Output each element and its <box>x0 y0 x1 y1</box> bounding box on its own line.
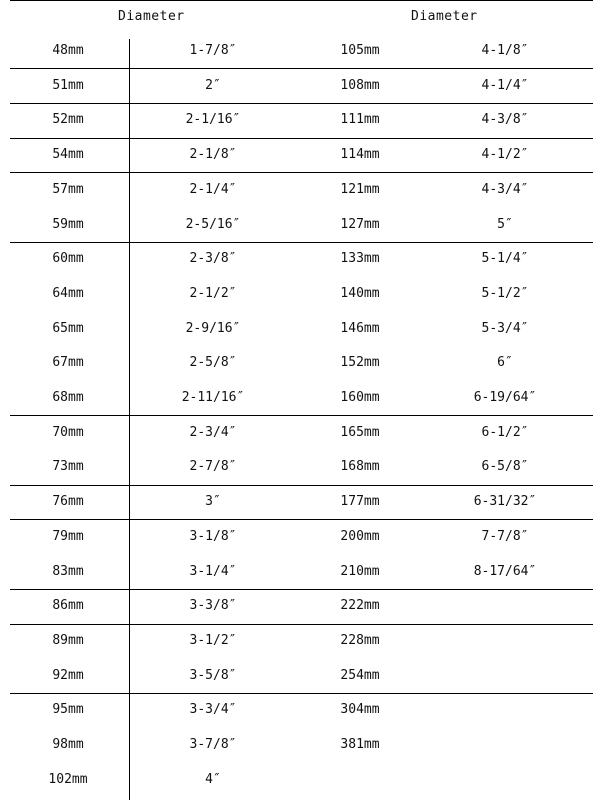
cell-mm-left: 51mm <box>52 77 84 93</box>
cell-inch-right: 8-17/64″ <box>473 563 537 579</box>
cell-mm-right: 121mm <box>340 181 380 197</box>
cell-mm-left: 48mm <box>52 43 84 58</box>
cell-mm-left: 68mm <box>52 390 84 405</box>
cell-inch-left: 2-1/8″ <box>189 147 237 163</box>
cell-inch-left: 2-1/2″ <box>189 285 237 301</box>
cell-mm-right: 114mm <box>340 147 380 163</box>
cell-mm-left: 59mm <box>52 216 84 232</box>
cell-inch-left: 3″ <box>205 494 221 510</box>
row-separator <box>10 172 593 173</box>
cell-inch-left: 4″ <box>205 771 221 787</box>
cell-mm-left: 52mm <box>52 112 84 128</box>
cell-inch-left: 2-3/8″ <box>189 251 237 267</box>
cell-inch-left: 2″ <box>205 77 221 93</box>
row-separator <box>10 693 593 694</box>
cell-mm-right: 127mm <box>340 216 380 232</box>
header-diameter-right: Diameter <box>411 9 478 24</box>
cell-inch-right: 5-3/4″ <box>481 320 529 336</box>
cell-inch-right: 4-1/4″ <box>481 77 529 93</box>
table-top-border <box>10 0 593 1</box>
row-separator <box>10 103 593 104</box>
cell-inch-left: 3-1/8″ <box>189 528 237 544</box>
row-separator <box>10 589 593 590</box>
cell-inch-right: 6-19/64″ <box>473 390 537 405</box>
cell-inch-left: 3-3/8″ <box>189 598 237 614</box>
cell-mm-left: 60mm <box>52 251 84 267</box>
cell-mm-left: 86mm <box>52 598 84 614</box>
cell-mm-right: 304mm <box>340 702 380 718</box>
row-separator <box>10 138 593 139</box>
cell-inch-left: 3-1/4″ <box>189 563 237 579</box>
cell-inch-right: 5″ <box>497 216 513 232</box>
cell-mm-right: 165mm <box>340 424 380 440</box>
row-separator <box>10 242 593 243</box>
cell-mm-left: 67mm <box>52 355 84 371</box>
cell-mm-left: 83mm <box>52 563 84 579</box>
cell-mm-right: 168mm <box>340 459 380 475</box>
cell-mm-left: 102mm <box>48 771 88 787</box>
cell-mm-right: 160mm <box>340 390 380 405</box>
cell-inch-right: 4-3/4″ <box>481 181 529 197</box>
cell-mm-left: 54mm <box>52 147 84 163</box>
cell-mm-left: 65mm <box>52 320 84 336</box>
cell-mm-left: 79mm <box>52 528 84 544</box>
cell-inch-left: 2-11/16″ <box>181 390 245 405</box>
column-divider <box>129 39 130 800</box>
cell-mm-left: 70mm <box>52 424 84 440</box>
cell-inch-right: 6-1/2″ <box>481 424 529 440</box>
cell-mm-left: 92mm <box>52 667 84 683</box>
cell-mm-right: 254mm <box>340 667 380 683</box>
cell-mm-right: 146mm <box>340 320 380 336</box>
cell-mm-right: 381mm <box>340 737 380 752</box>
cell-inch-left: 3-5/8″ <box>189 667 237 683</box>
cell-inch-left: 2-5/16″ <box>185 216 241 232</box>
cell-mm-left: 76mm <box>52 494 84 510</box>
cell-mm-right: 152mm <box>340 355 380 371</box>
cell-inch-left: 2-5/8″ <box>189 355 237 371</box>
cell-mm-right: 210mm <box>340 563 380 579</box>
cell-mm-left: 95mm <box>52 702 84 718</box>
cell-inch-left: 3-3/4″ <box>189 702 237 718</box>
cell-inch-left: 2-7/8″ <box>189 459 237 475</box>
row-separator <box>10 485 593 486</box>
cell-inch-right: 6-31/32″ <box>473 494 537 510</box>
cell-inch-right: 4-1/2″ <box>481 147 529 163</box>
cell-mm-right: 222mm <box>340 598 380 614</box>
cell-mm-right: 200mm <box>340 528 380 544</box>
cell-mm-left: 89mm <box>52 632 84 648</box>
cell-inch-right: 4-3/8″ <box>481 112 529 128</box>
cell-inch-left: 2-1/4″ <box>189 181 237 197</box>
cell-mm-right: 177mm <box>340 494 380 510</box>
cell-inch-left: 3-7/8″ <box>189 737 237 752</box>
cell-inch-right: 6″ <box>497 355 513 371</box>
cell-inch-right: 7-7/8″ <box>481 528 529 544</box>
row-separator <box>10 415 593 416</box>
cell-mm-right: 105mm <box>340 43 380 58</box>
cell-inch-left: 2-1/16″ <box>185 112 241 128</box>
row-separator <box>10 68 593 69</box>
row-separator <box>10 624 593 625</box>
cell-mm-left: 64mm <box>52 285 84 301</box>
header-diameter-left: Diameter <box>118 9 185 24</box>
cell-mm-right: 133mm <box>340 251 380 267</box>
cell-mm-right: 111mm <box>340 112 380 128</box>
cell-inch-right: 4-1/8″ <box>481 43 529 58</box>
cell-inch-left: 3-1/2″ <box>189 632 237 648</box>
cell-inch-right: 5-1/2″ <box>481 285 529 301</box>
row-separator <box>10 519 593 520</box>
cell-mm-left: 57mm <box>52 181 84 197</box>
cell-mm-right: 140mm <box>340 285 380 301</box>
cell-inch-left: 2-3/4″ <box>189 424 237 440</box>
cell-mm-left: 73mm <box>52 459 84 475</box>
cell-inch-right: 6-5/8″ <box>481 459 529 475</box>
cell-inch-left: 1-7/8″ <box>189 43 237 58</box>
cell-inch-right: 5-1/4″ <box>481 251 529 267</box>
cell-inch-left: 2-9/16″ <box>185 320 241 336</box>
cell-mm-right: 228mm <box>340 632 380 648</box>
cell-mm-right: 108mm <box>340 77 380 93</box>
cell-mm-left: 98mm <box>52 737 84 752</box>
